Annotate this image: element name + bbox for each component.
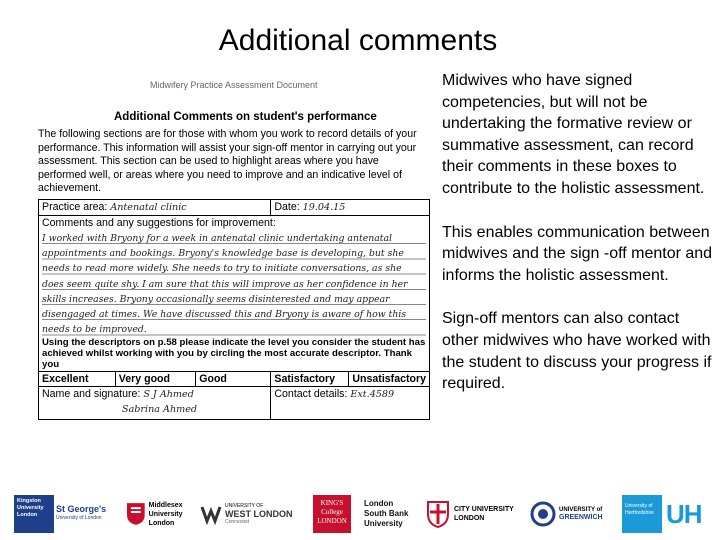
uwl-logo: UNIVERSITY OF WEST LONDON Connected <box>200 494 300 534</box>
rating-good: Good <box>196 372 271 387</box>
practice-area-label: Practice area: <box>42 201 108 213</box>
comments-cell <box>39 216 430 372</box>
date-cell <box>271 200 430 216</box>
comments-text: I worked with Bryony for a week in antenatal clinic undertaking antenatal appointments and bookings. Bryony's knowledge base is developing, but she needs to read more widely. She needs to try to initiate conversations, as she does seem quite shy. I am sure that this will improve as her confidence in her skills increases. Bryony occasionally seems disinterested and may appear disengaged at times. We have discussed this and Bryony is aware of how this needs to be improved. <box>42 229 426 337</box>
lsbu-logo: London South Bank University <box>364 499 409 528</box>
middlesex-shield-icon <box>126 502 146 526</box>
comments-label: Comments and any suggestions for improvement: <box>42 217 276 229</box>
signature-value: Sabrina Ahmed <box>122 404 198 416</box>
contact-label: Contact details: <box>274 388 348 401</box>
explanation-text <box>442 70 714 417</box>
kingston-logo: Kingston University London <box>14 494 54 534</box>
name-value: S J Ahmed <box>143 389 194 401</box>
rating-row <box>39 372 430 387</box>
greenwich-logo: UNIVERSITY of GREENWICH <box>530 494 608 534</box>
city-crest-icon <box>426 500 450 528</box>
name-label: Name and signature: <box>42 388 141 401</box>
middlesex-logo: Middlesex University London <box>126 494 188 534</box>
uwl-emblem-icon <box>200 503 222 525</box>
paragraph-contact-midwives: Sign-off mentors can also contact other midwives who have worked with the student to discuss your progress if required. <box>442 310 712 393</box>
contact-value: Ext.4589 <box>350 389 395 401</box>
kings-college-logo: KING'S College LONDON <box>313 494 353 534</box>
rating-satisfactory: Satisfactory <box>271 372 349 387</box>
contact-cell <box>271 387 430 420</box>
rating-excellent: Excellent <box>39 372 116 387</box>
document-heading: Additional Comments on student's performance <box>114 111 377 123</box>
document-intro: The following sections are for those with whom you work to record details of your performance. This information will assist your sign-off mentor in carrying out your assessment. This section can be used to highlight areas where you have performed well, or areas where you need to improve and an indicative level of achievement. <box>38 128 417 195</box>
slide-title: Additional comments <box>218 24 498 57</box>
paragraph-signed-competencies: Midwives who have signed competencies, but will not be undertaking the formative review or summative assessment, can record their comments in these boxes to contribute to the holistic assessment. <box>442 72 705 197</box>
date-label: Date: <box>274 201 300 213</box>
greenwich-crest-icon <box>530 499 556 529</box>
st-georges-logo: St George's University of London <box>56 504 107 521</box>
rating-very-good: Very good <box>115 372 195 387</box>
descriptor-instructions: Using the descriptors on p.58 please indicate the level you consider the student has achieved whilst working with you by circling the most accurate descriptor. Thank you <box>42 337 426 371</box>
name-signature-cell <box>39 387 271 420</box>
date-value: 19.04.15 <box>302 202 346 213</box>
practice-area-cell <box>39 200 271 216</box>
city-university-logo: CITY UNIVERSITY LONDON <box>426 494 524 534</box>
rating-unsatisfactory: Unsatisfactory <box>349 372 430 387</box>
practice-area-value: Antenatal clinic <box>110 202 187 213</box>
document-header: Midwifery Practice Assessment Document <box>150 80 318 90</box>
hertfordshire-logo: University of Hertfordshire UH <box>622 494 714 534</box>
partner-logos <box>0 494 720 536</box>
paragraph-communication: This enables communication between midwives and the sign -off mentor and informs the holistic assessment. <box>442 223 713 284</box>
comments-form <box>38 199 430 420</box>
assessment-document-image <box>34 72 431 430</box>
